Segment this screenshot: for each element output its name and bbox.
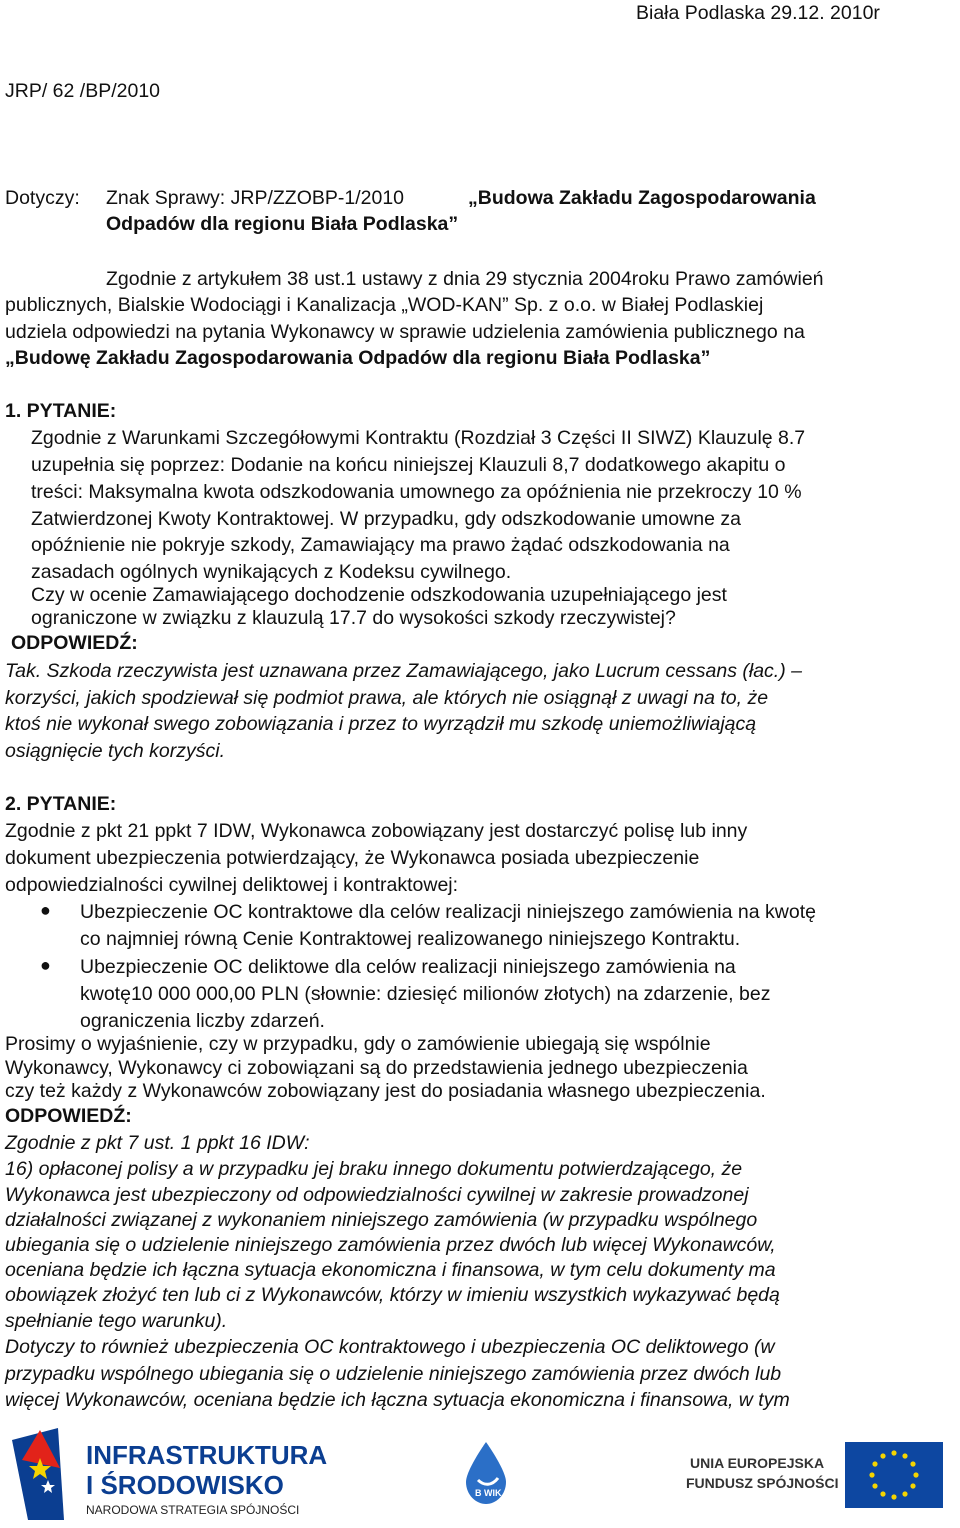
q2-answer-line-8: spełnianie tego warunku). [5, 1310, 228, 1332]
q2-answer-line-11: więcej Wykonawców, oceniana będzie ich łączna sytuacja ekonomiczna i finansowa, w tym [5, 1389, 790, 1411]
q2-bullet-1-line-2: co najmniej równą Cenie Kontraktowej realizowanego niniejszego Kontraktu. [80, 928, 741, 950]
q2-answer-line-10: przypadku wspólnego ubiegania się o udzielenie niniejszego zamówienia przez dwóch lub [5, 1363, 782, 1385]
logo-left-line2: I ŚRODOWISKO [86, 1470, 284, 1500]
q2-answer-line-7: obowiązek złożyć ten lub ci z Wykonawców, którzy w imieniu wszystkich wykazywać będą [5, 1284, 780, 1306]
document-date: Biała Podlaska 29.12. 2010r [636, 2, 880, 24]
q2-after-line-1: Prosimy o wyjaśnienie, czy w przypadku, gdy o zamówienie ubiegają się wspólnie [5, 1033, 711, 1055]
q2-heading: 2. PYTANIE: [5, 793, 117, 815]
q1-line-7: Czy w ocenie Zamawiającego dochodzenie odszkodowania uzupełniającego jest [31, 584, 727, 606]
q2-bullet-2-line-1: Ubezpieczenie OC deliktowe dla celów realizacji niniejszego zamówienia na [80, 956, 736, 978]
q1-answer-heading: ODPOWIEDŹ: [11, 632, 138, 654]
logo-right-line1: UNIA EUROPEJSKA [690, 1455, 825, 1471]
water-drop-logo [466, 1442, 506, 1504]
q2-answer-line-1: Zgodnie z pkt 7 ust. 1 ppkt 16 IDW: [5, 1132, 310, 1154]
logo-mid-text: B WIK [475, 1488, 502, 1498]
q2-answer-line-5: ubiegania się o udzielenie niniejszego zamówienia przez dwóch lub więcej Wykonawców, [5, 1234, 776, 1256]
q2-line-2: dokument ubezpieczenia potwierdzający, że Wykonawca posiada ubezpieczenie [5, 847, 700, 869]
subject-case-number: Znak Sprawy: JRP/ZZOBP-1/2010 [106, 187, 405, 209]
q1-line-4: Zatwierdzonej Kwoty Kontraktowej. W przypadku, gdy odszkodowanie umowne za [31, 508, 741, 530]
q1-answer-line-4: osiągnięcie tych korzyści. [5, 740, 226, 762]
document-reference: JRP/ 62 /BP/2010 [5, 80, 161, 102]
q1-line-3: treści: Maksymalna kwota odszkodowania umownego za opóźnienia nie przekroczy 10 % [31, 481, 802, 503]
q2-bullet-2-line-2: kwotę10 000 000,00 PLN (słownie: dziesięć milionów złotych) na zdarzenie, bez [80, 983, 771, 1005]
q2-after-line-2: Wykonawcy, Wykonawcy ci zobowiązani są do przedstawienia jednego ubezpieczenia [5, 1057, 748, 1079]
intro-line-2: publicznych, Bialskie Wodociągi i Kanalizacja „WOD-KAN” Sp. z o.o. w Białej Podlaskiej [5, 294, 764, 316]
q1-answer-line-3: ktoś nie wykonał swego zobowiązania i przez to wyrządził mu szkodę uniemożliwiającą [5, 713, 757, 735]
q2-answer-line-4: działalności związanej z wykonaniem niniejszego zamówienia (w przypadku wspólnego [5, 1209, 758, 1231]
subject-prefix: Dotyczy: [5, 187, 80, 209]
q1-answer-line-1: Tak. Szkoda rzeczywista jest uznawana przez Zamawiającego, jako Lucrum cessans (łac.) – [5, 660, 802, 682]
q1-line-2: uzupełnia się poprzez: Dodanie na końcu niniejszej Klauzuli 8,7 dodatkowego akapitu o [31, 454, 786, 476]
footer-logos [0, 1420, 960, 1523]
logo-right-line2: FUNDUSZ SPÓJNOŚCI [686, 1475, 839, 1491]
q1-heading: 1. PYTANIE: [5, 400, 117, 422]
bullet-marker: ● [40, 955, 51, 975]
q1-line-6: zasadach ogólnych wynikających z Kodeksu cywilnego. [31, 561, 512, 583]
q2-answer-line-3: Wykonawca jest ubezpieczony od odpowiedzialności cywilnej w zakresie prowadzonej [5, 1184, 749, 1206]
q2-bullet-2-line-3: ograniczenia liczby zdarzeń. [80, 1010, 325, 1032]
subject-title-line1: „Budowa Zakładu Zagospodarowania [468, 187, 816, 209]
q1-line-1: Zgodnie z Warunkami Szczegółowymi Kontraktu (Rozdział 3 Części II SIWZ) Klauzulę 8.7 [31, 427, 806, 449]
q2-bullet-1-line-1: Ubezpieczenie OC kontraktowe dla celów realizacji niniejszego zamówienia na kwotę [80, 901, 816, 923]
bullet-marker: ● [40, 900, 51, 920]
q1-answer-line-2: korzyści, jakich spodziewał się podmiot prawa, ale których nie osiągnął z uwagi na to, że [5, 687, 769, 709]
q2-answer-line-6: oceniana będzie ich łączna sytuacja ekonomiczna i finansowa, w tym celu dokumenty ma [5, 1259, 776, 1281]
intro-line-3: udziela odpowiedzi na pytania Wykonawcy w sprawie udzielenia zamówienia publicznego na [5, 321, 805, 343]
q2-answer-line-2: 16) opłaconej polisy a w przypadku jej braku innego dokumentu potwierdzającego, że [5, 1158, 743, 1180]
q2-line-1: Zgodnie z pkt 21 ppkt 7 IDW, Wykonawca zobowiązany jest dostarczyć polisę lub inny [5, 820, 748, 842]
logo-left-line3: NARODOWA STRATEGIA SPÓJNOŚCI [86, 1503, 300, 1517]
logo-left-line1: INFRASTRUKTURA [86, 1440, 328, 1470]
intro-line-4: „Budowę Zakładu Zagospodarowania Odpadów dla regionu Biała Podlaska” [5, 347, 711, 369]
intro-line-1: Zgodnie z artykułem 38 ust.1 ustawy z dnia 29 stycznia 2004roku Prawo zamówień [106, 268, 824, 290]
q2-answer-heading: ODPOWIEDŹ: [5, 1105, 132, 1127]
q1-line-5: opóźnienie nie pokryje szkody, Zamawiający ma prawo żądać odszkodowania na [31, 534, 730, 556]
q1-line-8: ograniczone w związku z klauzulą 17.7 do wysokości szkody rzeczywistej? [31, 607, 676, 629]
q2-line-3: odpowiedzialności cywilnej deliktowej i kontraktowej: [5, 874, 459, 896]
q2-after-line-3: czy też każdy z Wykonawców zobowiązany jest do posiadania własnego ubezpieczenia. [5, 1080, 766, 1102]
infrastruktura-srodowisko-logo [12, 1428, 327, 1520]
q2-answer-line-9: Dotyczy to również ubezpieczenia OC kontraktowego i ubezpieczenia OC deliktowego (w [5, 1336, 775, 1358]
subject-title-line2: Odpadów dla regionu Biała Podlaska” [106, 213, 459, 235]
eu-cohesion-fund-logo [686, 1442, 943, 1508]
